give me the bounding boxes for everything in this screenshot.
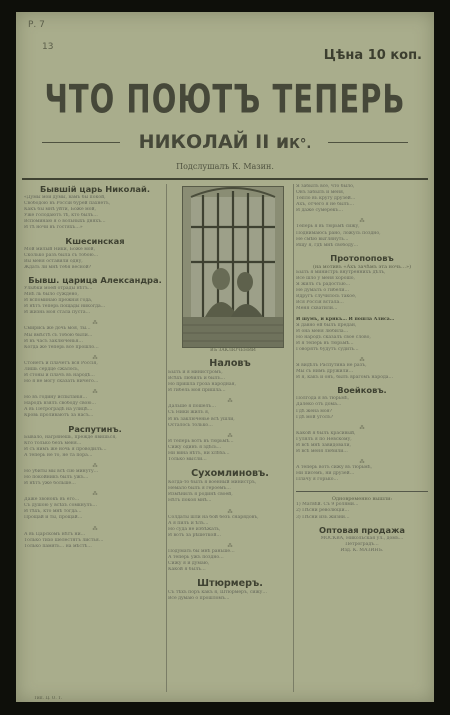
verse-line: Но покойникъ былъ ужъ…	[24, 475, 89, 480]
verse-line: Мы съ нимъ дружили…	[296, 369, 354, 375]
column-divider-left	[166, 184, 167, 692]
verse-line: Но народъ сказалъ своё слово,	[296, 334, 371, 340]
verse-line: 3) Пѣсни изъ жизни…	[296, 514, 350, 520]
stanza-ornament: ⁂	[227, 542, 233, 549]
verse-line: И вотъ за рѣшеткой…	[168, 532, 221, 538]
stanza	[24, 532, 166, 550]
verse-line: И я теперь въ тюрьмѣ…	[296, 340, 354, 346]
verse-line: Нѣтъ покоя мнѣ…	[168, 498, 212, 504]
verse-line: А я пилъ и ѣлъ…	[168, 520, 209, 526]
verse-line: И даже сумерекъ…	[296, 208, 344, 214]
verse-line: «Думы мои думы, вамъ бы покой,	[24, 195, 106, 200]
verse-line: Но пришла гроза народная,	[168, 382, 236, 388]
stanza-ornament: ⁂	[359, 424, 365, 431]
right-column	[296, 184, 428, 558]
broadsheet	[16, 12, 434, 702]
verse-line: Какой я былъ…	[168, 567, 206, 573]
stanza	[296, 363, 428, 381]
verse-line: Съ Ники жилъ я,	[168, 410, 210, 416]
verse-line: И въ часъ заключенья…	[24, 338, 84, 344]
stanza-ornament: ⁂	[227, 398, 233, 405]
verse-line: Прощай и ты, прощай…	[24, 515, 83, 521]
verse-line: И теперь вотъ въ тюрьмѣ…	[168, 438, 234, 444]
verse-line: Солдаты шли на бой безъ снарядовъ,	[168, 514, 259, 520]
verse-line: Кровь проливаютъ за насъ…	[24, 413, 94, 419]
stanza	[296, 502, 428, 520]
verse-line: Вдругъ случилось такое,	[296, 294, 357, 300]
verse-line: И въ заключенье всѣ ушли,	[168, 416, 235, 422]
verse-line: А теперь не то, не та пора…	[24, 452, 93, 458]
stanza	[24, 247, 166, 271]
verse-line: МОСКВА, Никольская ул., домъ…	[320, 535, 404, 541]
price: Цѣна 10 коп.	[323, 48, 422, 63]
verse-line: Бывало, нагрянешь, прежде явишься,	[24, 434, 117, 440]
verse-line: Былъ я министръ внутреннихъ дѣлъ,	[296, 269, 386, 275]
stanza	[168, 370, 292, 394]
page-title: ЧТО ПОЮТЪ ТЕПЕРЬ	[44, 76, 406, 122]
subtitle	[16, 131, 434, 153]
verse-line: Подумать бы мнѣ раньше…	[168, 548, 235, 554]
emphasized-line: И шумъ, и крикъ… И пошла Алиса…	[296, 316, 395, 322]
verse-line: Все шло у меня хорошо,	[296, 275, 355, 281]
verse-line: Когда-то былъ я военный министръ,	[168, 480, 257, 486]
verse-line: Мы вмѣстѣ съ тобою были…	[24, 332, 93, 338]
verse-line: 2) Пѣсни революціи…	[296, 508, 350, 514]
verse-line: И всѣ мнѣ завидовали,	[296, 442, 351, 448]
verse-line: Только тихо шелестятъ листья…	[24, 537, 104, 543]
handwritten-number: 13	[42, 42, 54, 52]
verse-line: Свободою въ Россiи бурей пахнетъ,	[24, 201, 111, 207]
verse-line: Когда же теперь всё прошло…	[24, 344, 99, 350]
stanza-ornament: ⁂	[359, 459, 365, 466]
verse-line: Только мысли…	[168, 457, 207, 463]
stanza-ornament: ⁂	[227, 508, 233, 515]
verse-line: И стоны и плачъ въ народѣ…	[24, 372, 95, 378]
song-heading: Бывшiй царь Николай.	[40, 184, 150, 194]
verse-line: Гдѣ мой уголъ?	[296, 414, 334, 420]
byline: Подслушалъ К. Мазин.	[176, 162, 274, 171]
stanza-ornament: ⁂	[92, 320, 98, 327]
stanza	[24, 469, 166, 487]
verse-line: Съ тѣхъ поръ какъ я, Штюрмеръ, сижу…	[168, 590, 267, 596]
verse-line: Всё думаю о прошломъ…	[168, 596, 230, 602]
verse-line: Вся Россiя встала…	[296, 300, 344, 306]
song-heading: Протопоповъ	[330, 252, 394, 263]
verse-line: Всѣхъ любилъ и былъ…	[168, 376, 226, 382]
subtitle-main: НИКОЛАЙ II и	[138, 131, 290, 153]
song-heading: Распутинъ.	[68, 423, 122, 434]
song-heading: Наловъ	[209, 358, 251, 369]
stanza-ornament: ⁂	[92, 389, 98, 396]
verse-line: Ни вина нѣтъ, ни хлѣба…	[168, 450, 230, 456]
stanza	[168, 590, 292, 602]
stanza	[296, 224, 428, 248]
verse-line: 1) Матвѣй. Съ 9 ролями…	[296, 502, 359, 508]
verse-line: Но я не могу сказать ничего…	[24, 379, 99, 385]
verse-line: Дальше я пошелъ…	[168, 404, 216, 410]
verse-line: Какой я былъ красивый,	[296, 430, 356, 436]
verse-line: Теперь я въ тюрьмѣ сижу,	[296, 224, 360, 230]
verse-line: Полгода я въ тюрьмѣ,	[296, 396, 350, 402]
verse-line: Улыбки моей отрады нѣтъ…	[24, 285, 93, 291]
verse-line: Лишь сердце сжалось,	[24, 366, 80, 372]
song-heading: Сухомлиновъ.	[191, 468, 269, 480]
verse-line: И нѣтъ теперь пощады никогда…	[24, 304, 106, 310]
verse-line: Ждать ли мнѣ тебя весной?	[24, 264, 92, 270]
song-heading: Оптовая продажа	[319, 524, 405, 535]
printer-footer: Тип. Ц. О. Т.	[34, 696, 63, 701]
verse-line: Петроградъ…	[345, 541, 379, 547]
verse-line: Кто только безъ меня…	[24, 440, 82, 446]
song-subheading: (на мотивъ «Ахъ зачѣмъ эта ночь…»)	[312, 263, 412, 270]
verse-line: Народъ взялъ свободу свою…	[24, 401, 96, 407]
left-column	[24, 184, 166, 554]
verse-line: Изд. К. МАЗИНЪ.	[340, 547, 384, 553]
subtitle-suffix: К°.	[289, 137, 312, 152]
verse-line: И вспоминаю прежнія года,	[24, 298, 93, 304]
verse-line: Только память… на мѣстѣ…	[24, 543, 92, 549]
stanza	[296, 465, 428, 483]
verse-line: Какъ бы мнѣ уйти, Боже мой,	[24, 207, 96, 213]
illustration-caption: ВЪ ЗАКЛЮЧЕНИИ	[210, 348, 256, 353]
verse-line: И всѣ меня любили…	[296, 449, 348, 454]
stanza-ornament: ⁂	[92, 491, 98, 498]
stanza	[296, 536, 428, 554]
verse-line: И тѣхъ, кто мнѣ тогда…	[24, 509, 82, 515]
stanza	[296, 431, 428, 455]
verse-line: Сижу я и думаю,	[168, 561, 210, 567]
verse-line: А теперь вотъ сижу въ тюрьмѣ,	[296, 465, 372, 471]
stanza	[24, 497, 166, 521]
verse-line: И съ нимъ же ночь я проводилъ…	[24, 446, 107, 452]
verse-line: Мнѣ ль было суждено,	[24, 292, 79, 298]
verse-line: Я забылъ всё, что было,	[296, 184, 355, 189]
verse-line: Мой милый Ники, Боже мой,	[24, 246, 96, 252]
stanza	[168, 515, 292, 539]
verse-line: Но убиты мы всѣ сiю минуту…	[24, 468, 99, 474]
verse-line: Стонетъ и плачетъ вся Россiя,	[24, 360, 98, 366]
verse-line: Меня схватили…	[296, 306, 338, 312]
verse-line: Не думалъ о гибели…	[296, 288, 350, 294]
verse-line: Но суда не избѣжать,	[168, 526, 221, 532]
header-divider	[22, 178, 428, 180]
verse-line: А въ Царскомъ нѣтъ ни…	[24, 531, 86, 537]
stanza-ornament: ⁂	[92, 354, 98, 361]
section-rule	[296, 491, 428, 492]
stanza	[296, 323, 428, 353]
column-divider-right	[293, 184, 294, 692]
verse-line: Онъ забылъ и меня,	[296, 190, 345, 196]
verse-line: Ни писемъ, ни друзей…	[296, 471, 355, 477]
stanza-ornament: ⁂	[92, 525, 98, 532]
handwritten-mark: Р. 7	[28, 20, 45, 30]
verse-line: А теперь ужъ поздно…	[168, 554, 224, 560]
verse-line: Сколько разъ была съ тобою…	[24, 252, 99, 258]
middle-column	[168, 357, 292, 606]
stanza-ornament: ⁂	[359, 357, 365, 364]
verse-line: Не смѣю выглянуть…	[296, 236, 349, 242]
song-subheading: Одновременно вышли:	[331, 496, 393, 503]
verse-line: Ахъ, отчего я не былъ…	[296, 202, 355, 208]
stanza	[296, 396, 428, 420]
verse-line: Даже звонокъ въ его…	[24, 497, 80, 503]
verse-line: И жизнь моя стала пуста…	[24, 310, 91, 316]
stanza	[24, 435, 166, 459]
song-heading: Штюрмеръ.	[197, 578, 263, 590]
verse-line: Я жилъ съ радостью…	[296, 282, 351, 288]
verse-line: А въ Петроградѣ на улицѣ…	[24, 407, 93, 413]
verse-line: Гулялъ я по Невскому,	[296, 436, 352, 442]
verse-line: Говорятъ будутъ судить…	[296, 346, 359, 352]
verse-line: Немало былъ я героемъ…	[168, 486, 231, 492]
verse-line: Осталось только…	[168, 422, 213, 428]
verse-line: Я видѣлъ Распутина не разъ,	[296, 363, 367, 369]
song-heading: Бывш. царица Александра.	[28, 274, 162, 285]
verse-line: И тѣ ночи въ гостяхъ…»	[24, 225, 83, 231]
stanza	[24, 395, 166, 419]
verse-line: И нѣтъ уже больше…	[24, 481, 76, 487]
song-heading: Воейковъ.	[337, 385, 387, 396]
verse-line: И гибель моя пришла…	[168, 388, 226, 394]
stanza	[296, 270, 428, 313]
verse-line: Плачу я горько…	[296, 477, 339, 483]
verse-line: Сижу одинъ я здѣсь…	[168, 444, 222, 450]
stanza-ornament: ⁂	[227, 432, 233, 439]
verse-line: Ищу я, гдѣ мнѣ свободу…	[296, 242, 359, 248]
song-heading: Кшесинская	[65, 235, 125, 246]
stanza-ornament: ⁂	[359, 218, 365, 225]
verse-line: Уже голодаютъ тѣ, кто былъ…	[24, 213, 98, 219]
verse-line: Но въ годину испытанiя…	[24, 395, 88, 401]
stanza	[24, 286, 166, 316]
verse-line: И она меня любила…	[296, 328, 349, 334]
verse-line: Былъ и я министромъ,	[168, 370, 223, 375]
stanza-ornament: ⁂	[92, 462, 98, 469]
stanza	[168, 549, 292, 573]
verse-line: Я давно ей былъ предан,	[296, 322, 357, 328]
stanza	[24, 326, 166, 350]
stanza	[296, 184, 428, 214]
prison-illustration	[182, 186, 284, 348]
stanza	[24, 361, 166, 385]
stanza	[168, 404, 292, 428]
stanza	[24, 195, 166, 232]
verse-line: Измѣнилъ я родинѣ своей,	[168, 492, 233, 498]
verse-line: Тепло въ кругу друзей…	[296, 196, 356, 202]
verse-line: Вы меня оставили одну,	[24, 258, 83, 264]
verse-line: Вспоминаю я о вольныхъ дняхъ…	[24, 219, 106, 225]
stanza	[168, 439, 292, 463]
verse-line: Смирись же дочь моя, ты…	[24, 326, 91, 332]
stanza	[168, 480, 292, 504]
verse-line: Поднимаюсь рано, ложусь поздно,	[296, 230, 381, 236]
verse-line: Гдѣ жена моя?	[296, 408, 333, 414]
verse-line: И я, какъ и онъ, былъ врагомъ народа…	[296, 375, 394, 381]
verse-line: Далеко отъ дома…	[296, 402, 342, 408]
verse-line: Съ душою у всѣхъ сомкнулъ…	[24, 503, 97, 509]
